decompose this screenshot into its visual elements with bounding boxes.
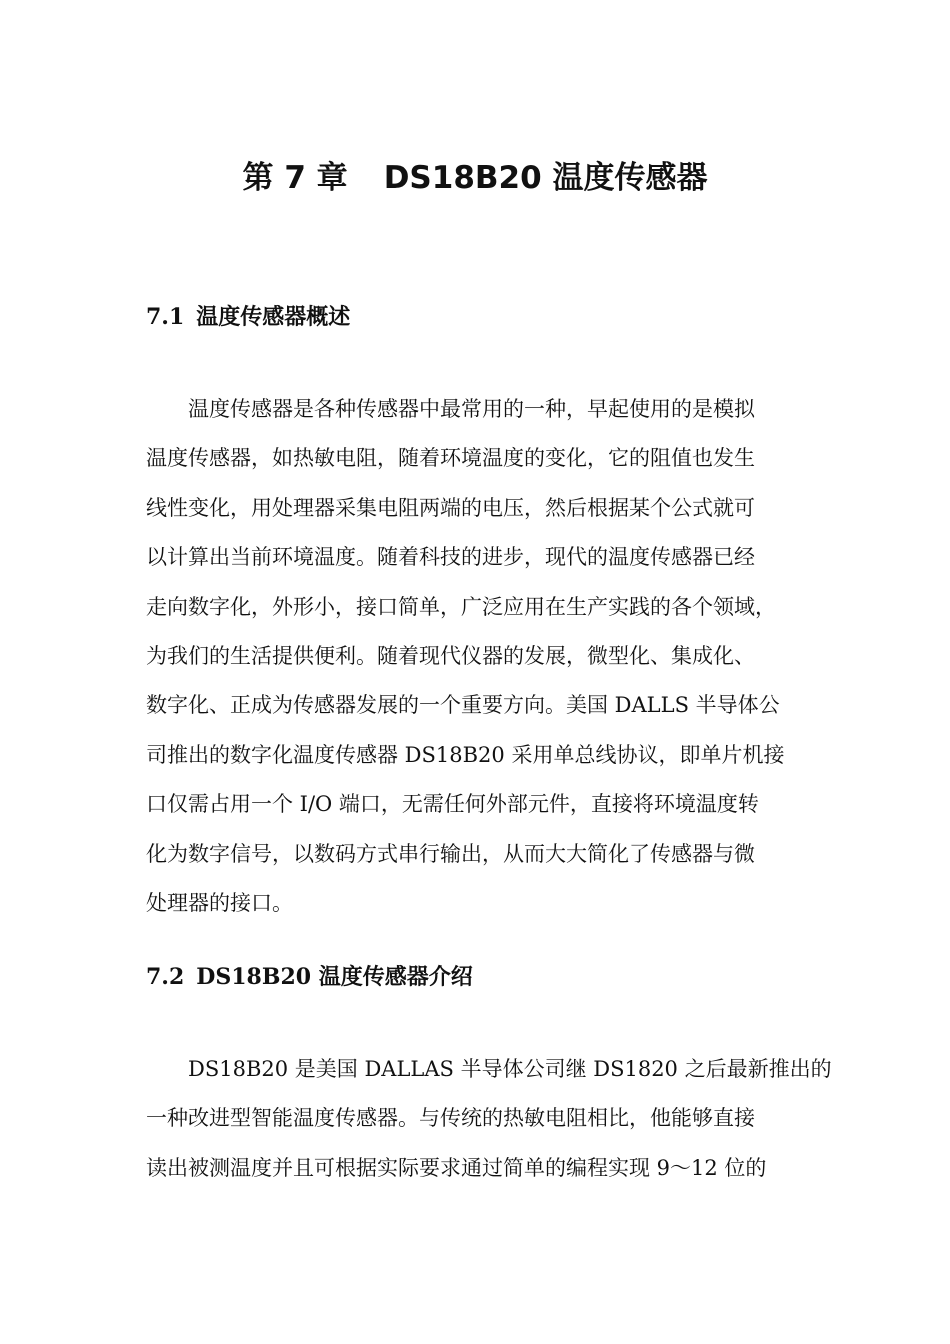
paragraph-line: 口仅需占用一个 I/O 端口，无需任何外部元件，直接将环境温度转 [146,792,759,817]
paragraph-line: 数字化、正成为传感器发展的一个重要方向。美国 DALLS 半导体公 [146,693,780,718]
paragraph-line: 走向数字化，外形小，接口简单，广泛应用在生产实践的各个领域， [146,594,776,619]
paragraph-line: 温度传感器，如热敏电阻，随着环境温度的变化，它的阻值也发生 [146,446,755,471]
paragraph-line: 以计算出当前环境温度。随着科技的进步，现代的温度传感器已经 [146,545,755,570]
section-heading-7-1 [146,302,350,332]
paragraph-line: 化为数字信号，以数码方式串行输出，从而大大简化了传感器与微 [146,841,755,866]
section-title-text: 温度传感器概述 [196,304,351,330]
section-heading-7-2 [146,962,473,992]
paragraph-line: 为我们的生活提供便利。随着现代仪器的发展，微型化、集成化、 [146,643,755,668]
paragraph-line: 线性变化，用处理器采集电阻两端的电压，然后根据某个公式就可 [146,495,755,520]
paragraph-line: 一种改进型智能温度传感器。与传统的热敏电阻相比，他能够直接 [146,1106,755,1131]
section-title-text: DS18B20 温度传感器介绍 [196,964,473,990]
section-number: 7.2 [146,964,185,990]
chapter-number: 第 7 章 [242,160,348,196]
chapter-name: DS18B20 温度传感器 [383,160,708,196]
paragraph-line: 司推出的数字化温度传感器 DS18B20 采用单总线协议，即单片机接 [146,742,785,767]
section-2-paragraph [146,1045,832,1193]
paragraph-line: 温度传感器是各种传感器中最常用的一种，早起使用的是模拟 [188,397,755,421]
paragraph-line: 处理器的接口。 [146,890,293,915]
section-1-paragraph [146,385,818,928]
paragraph-line: 读出被测温度并且可根据实际要求通过简单的编程实现 9～12 位的 [146,1155,767,1180]
chapter-title [0,156,950,200]
paragraph-line: DS18B20 是美国 DALLAS 半导体公司继 DS1820 之后最新推出的 [188,1057,832,1081]
section-number: 7.1 [146,304,185,330]
